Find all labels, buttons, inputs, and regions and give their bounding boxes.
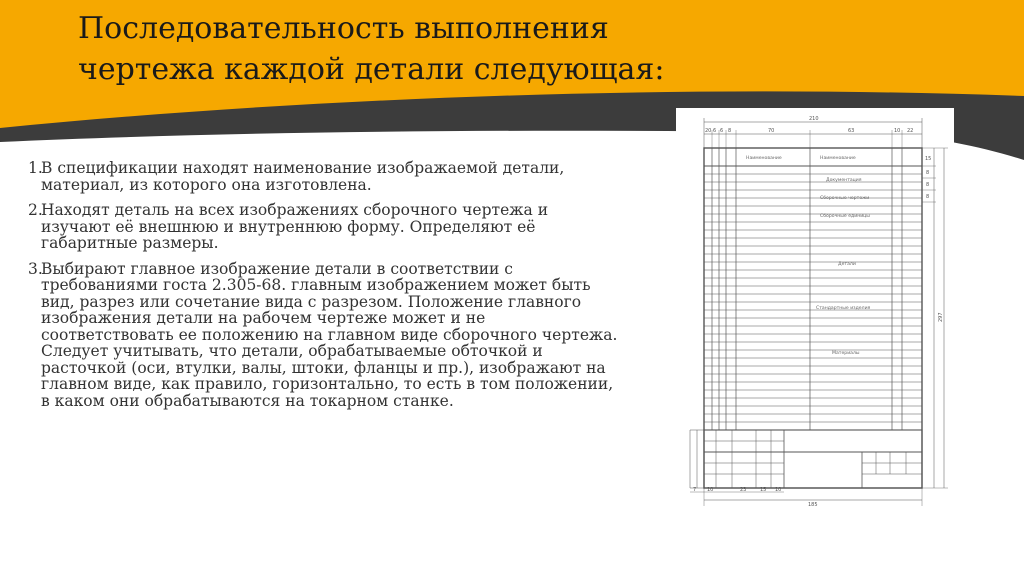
specification-form-svg <box>676 108 954 512</box>
item-text: В спецификации находят наименование изображаемой детали, материал, из которого она изготовлена. <box>41 159 565 194</box>
item-number: 1. <box>28 159 43 177</box>
slide-title: Последовательность выполнения чертежа каждой детали следующая: <box>78 11 665 87</box>
table-rows <box>704 174 922 422</box>
dim-top: 6 <box>713 128 717 134</box>
column-header-name: Наименование <box>820 156 856 161</box>
dim-top: 63 <box>848 128 855 134</box>
item-number: 2. <box>28 201 43 219</box>
specification-form-drawing <box>676 108 954 512</box>
column-header-name: Наименование <box>746 156 782 161</box>
dim-top: 10 <box>894 128 901 134</box>
title-block <box>704 430 922 488</box>
section-heading: Сборочные чертежи <box>820 196 870 201</box>
dim-top: 6 <box>720 128 724 134</box>
steps-list <box>28 160 618 418</box>
dim-top: 22 <box>907 128 914 134</box>
item-text: Находят деталь на всех изображениях сборочного чертежа и изучают её внешнюю и внутреннюю форму. Определяют её габаритные размеры. <box>41 201 549 252</box>
dim-top-overall: 210 <box>809 116 819 122</box>
dim-bottom: 23 <box>740 487 747 493</box>
dim-bottom-overall: 185 <box>808 502 818 508</box>
list-item <box>28 202 618 252</box>
item-number: 3. <box>28 259 43 278</box>
section-heading: Материалы <box>832 351 860 356</box>
list-item <box>28 261 618 410</box>
dim-right: 8 <box>926 170 930 176</box>
dim-right-overall: 297 <box>938 312 944 322</box>
dim-right: 8 <box>926 182 930 188</box>
section-heading: Детали <box>838 262 856 267</box>
dim-right: 8 <box>926 194 930 200</box>
section-heading: Документация <box>826 178 862 183</box>
dim-top: 70 <box>768 128 775 134</box>
dim-bottom: 10 <box>775 487 782 493</box>
section-heading: Стандартные изделия <box>816 306 871 311</box>
dim-bottom: 15 <box>760 487 767 493</box>
dim-top: 8 <box>728 128 732 134</box>
dim-top: 20 <box>705 128 712 134</box>
list-item <box>28 160 618 193</box>
dim-right: 15 <box>925 156 932 162</box>
item-text: Выбирают главное изображение детали в соответствии с требованиями госта 2.305-68. главным изображением может быть вид, разрез или сочетание вида с разрезом. Положение главного изображения детали на рабочем чертеже может и не соответствовать ее положению на главном виде сборочного чертежа. Следует учитывать, что детали, обрабатываемые обточкой и расточкой (оси, втулки, валы, штоки, фланцы и пр.), изображают на главном виде, как правило, горизонтально, то есть в том положении, в каком они обрабатываются на токарном станке. <box>41 259 618 410</box>
dim-bottom: 7 <box>693 487 697 493</box>
dim-bottom: 10 <box>707 487 714 493</box>
section-heading: Сборочные единицы <box>820 214 870 219</box>
